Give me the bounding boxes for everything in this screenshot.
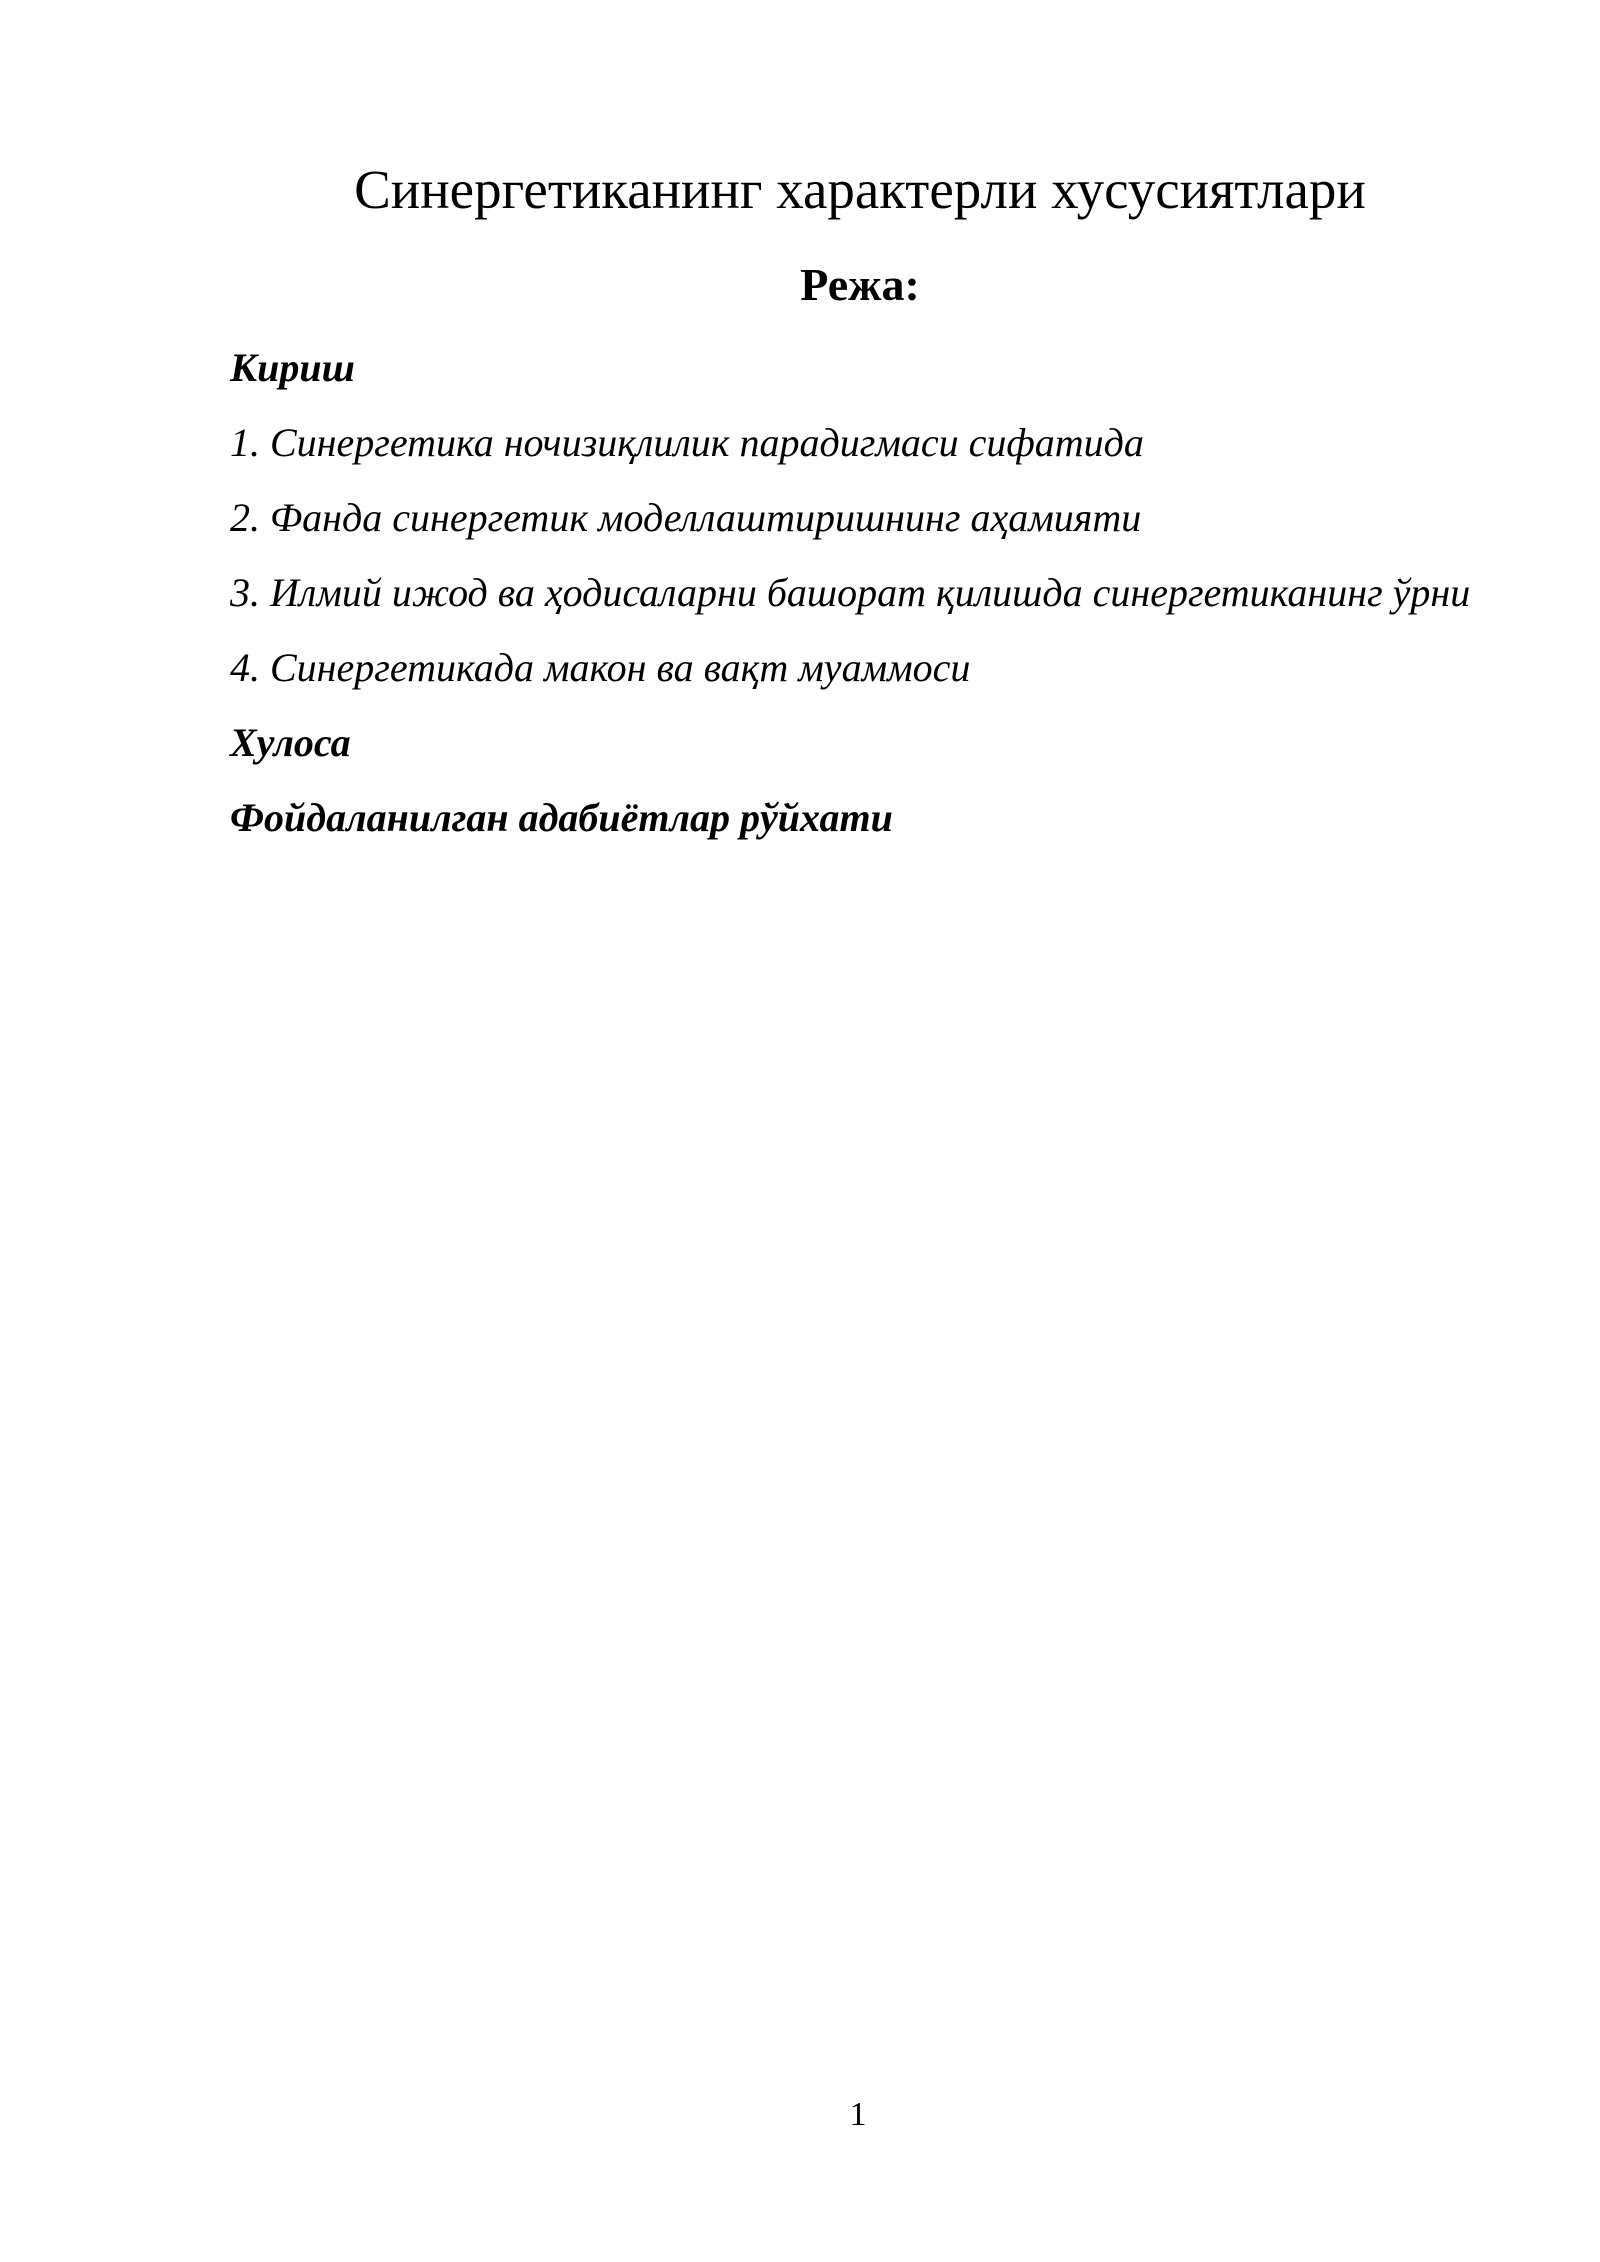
plan-heading: Режа:	[800, 259, 920, 310]
outline-item	[230, 630, 1490, 705]
outline-conclusion: Хулоса	[230, 720, 351, 765]
outline-item-text: Синергетика ночизиқлилик парадигмаси сифатида	[270, 420, 1144, 465]
outline-item-number: 2.	[230, 495, 260, 540]
outline-references: Фойдаланилган адабиётлар рўйхати	[230, 795, 893, 840]
outline-item-number: 1.	[230, 420, 260, 465]
outline-intro: Кириш	[230, 345, 355, 390]
outline-item	[230, 480, 1490, 555]
outline-item-number: 4.	[230, 645, 260, 690]
plan-outline	[230, 330, 1490, 855]
outline-item-text: Фанда синергетик моделлаштиришнинг аҳамияти	[270, 495, 1142, 540]
outline-item-text: Синергетикада макон ва вақт муаммоси	[270, 645, 971, 690]
outline-item-number: 3.	[230, 570, 260, 615]
page-title: Синергетиканинг характерли хусусиятлари	[354, 159, 1366, 220]
outline-item-text: Илмий ижод ва ҳодисаларни башорат қилишда синергетиканинг ўрни	[270, 570, 1471, 615]
page-number: 1	[849, 2096, 867, 2133]
outline-item	[230, 555, 1490, 630]
outline-item	[230, 405, 1490, 480]
